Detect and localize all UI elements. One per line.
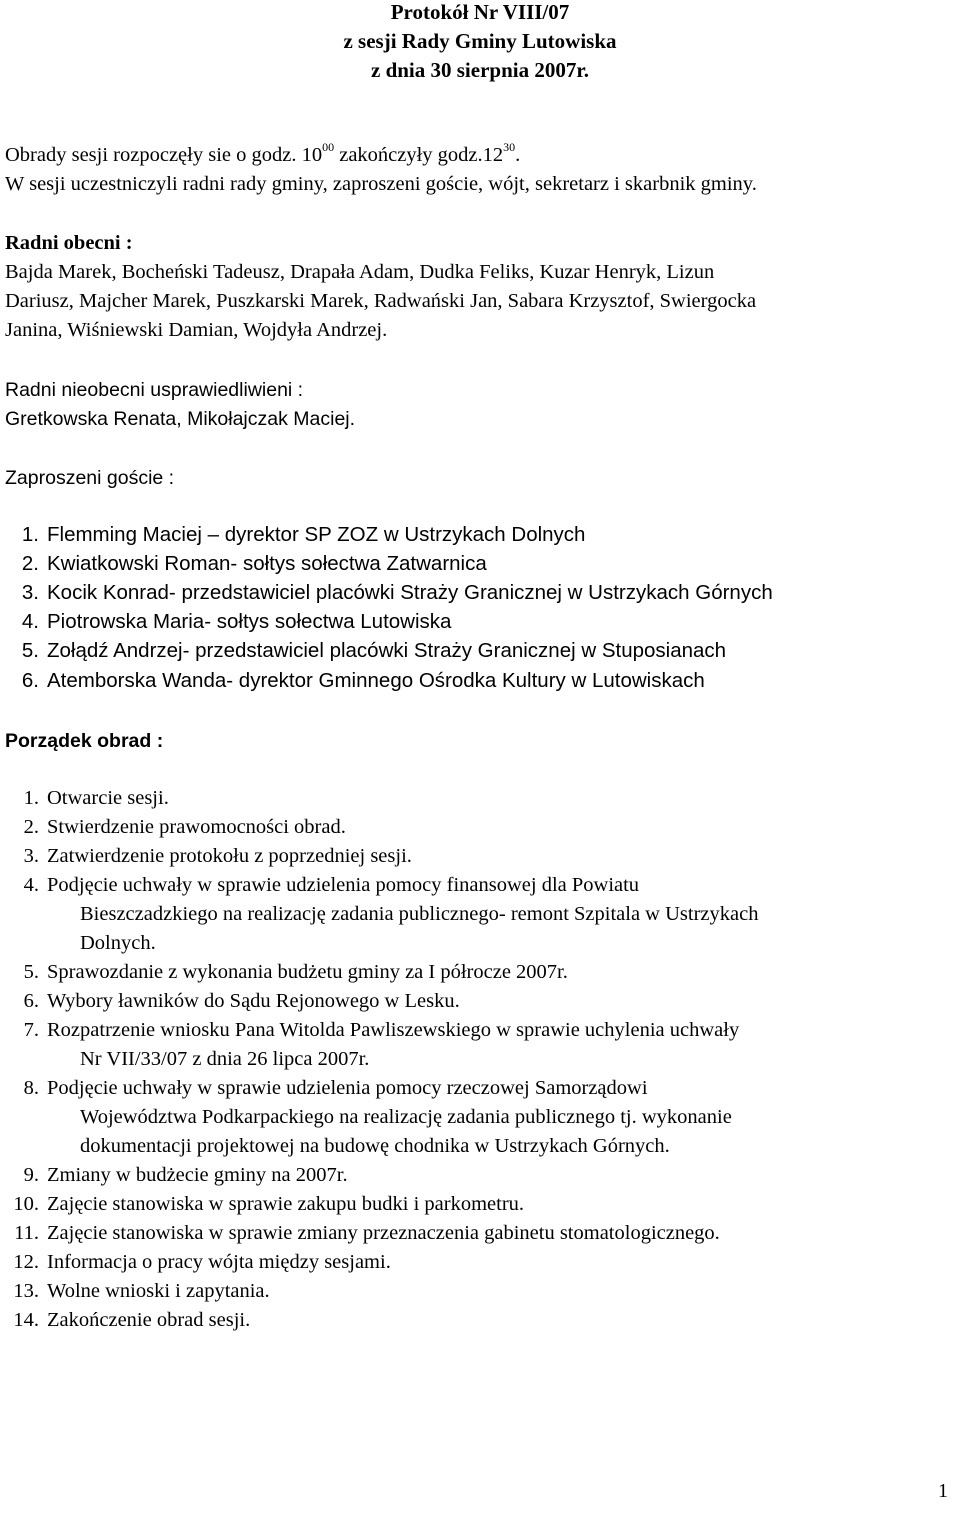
agenda-item [5,987,460,1016]
agenda-text: Zakończenie obrad sesji. [47,1309,251,1331]
agenda-text-continuation: Dolnych. [80,932,156,954]
agenda-text: Podjęcie uchwały w sprawie udzielenia pomocy finansowej dla Powiatu [47,874,640,896]
agenda-heading: Porządek obrad : [5,730,164,752]
agenda-number: 9. [23,1164,39,1186]
agenda-item [5,1016,739,1045]
agenda-item [5,1219,720,1248]
title-line-3: z dnia 30 sierpnia 2007r. [371,58,589,82]
agenda-item [5,784,169,813]
agenda-number: 5. [23,961,39,983]
present-line-2: Dariusz, Majcher Marek, Puszkarski Marek, Radwański Jan, Sabara Krzysztof, Swiergocka [5,290,757,312]
agenda-number: 1. [23,787,39,809]
present-line-1: Bajda Marek, Bocheński Tadeusz, Drapała Adam, Dudka Feliks, Kuzar Henryk, Lizun [5,261,715,283]
agenda-number: 4. [23,874,39,896]
guest-text: Piotrowska Maria- sołtys sołectwa Lutowiska [47,610,452,633]
page-number: 1 [938,1480,948,1502]
agenda-item [5,813,346,842]
agenda-item [5,1074,648,1103]
guest-item [5,608,451,637]
agenda-number: 6. [23,990,39,1012]
agenda-number: 10. [13,1193,39,1215]
agenda-text: Podjęcie uchwały w sprawie udzielenia pomocy rzeczowej Samorządowi [47,1077,648,1099]
agenda-number: 11. [14,1222,39,1244]
guest-text: Zołądź Andrzej- przedstawiciel placówki Straży Granicznej w Stuposianach [47,639,727,662]
agenda-number: 14. [13,1309,39,1331]
guest-item [5,550,487,579]
guest-number: 6. [21,669,39,692]
absent-heading: Radni nieobecni usprawiedliwieni : [5,379,304,401]
guest-item [5,637,726,666]
intro-end-suffix: . [515,144,521,166]
agenda-number: 7. [23,1019,39,1041]
present-heading: Radni obecni : [5,232,133,254]
guest-number: 3. [21,581,39,604]
agenda-text: Zajęcie stanowiska w sprawie zmiany przeznaczenia gabinetu stomatologicznego. [47,1222,720,1244]
agenda-text-continuation: dokumentacji projektowej na budowę chodnika w Ustrzykach Górnych. [80,1135,670,1157]
agenda-item [5,1248,391,1277]
guest-item [5,579,773,608]
agenda-number: 8. [23,1077,39,1099]
agenda-text: Informacja o pracy wójta między sesjami. [47,1251,391,1273]
agenda-text: Sprawozdanie z wykonania budżetu gminy za I półrocze 2007r. [47,961,568,983]
agenda-text: Otwarcie sesji. [47,787,169,809]
agenda-number: 2. [23,816,39,838]
agenda-text: Zatwierdzenie protokołu z poprzedniej sesji. [47,845,412,867]
guest-number: 5. [21,639,39,662]
guest-text: Kwiatkowski Roman- sołtys sołectwa Zatwarnica [47,552,487,575]
agenda-text: Wolne wnioski i zapytania. [47,1280,270,1302]
guest-number: 4. [21,610,39,633]
agenda-text: Rozpatrzenie wniosku Pana Witolda Pawliszewskiego w sprawie uchylenia uchwały [47,1019,740,1041]
agenda-text-continuation: Nr VII/33/07 z dnia 26 lipca 2007r. [80,1048,370,1070]
intro-end-text: zakończyły godz.12 [334,144,504,166]
absent-line: Gretkowska Renata, Mikołajczak Maciej. [5,408,356,430]
agenda-text: Zmiany w budżecie gminy na 2007r. [47,1164,348,1186]
agenda-item [5,842,412,871]
agenda-text: Wybory ławników do Sądu Rejonowego w Lesku. [47,990,460,1012]
guest-item [5,521,585,550]
agenda-number: 3. [23,845,39,867]
intro-end-minutes: 30 [503,140,516,155]
agenda-number: 12. [13,1251,39,1273]
agenda-text: Zajęcie stanowiska w sprawie zakupu budki i parkometru. [47,1193,525,1215]
guests-heading: Zaproszeni goście : [5,467,175,489]
guest-text: Kocik Konrad- przedstawiciel placówki Straży Granicznej w Ustrzykach Górnych [47,581,773,604]
agenda-text-continuation: Bieszczadzkiego na realizację zadania publicznego- remont Szpitala w Ustrzykach [80,903,759,925]
agenda-text: Stwierdzenie prawomocności obrad. [47,816,346,838]
agenda-item [5,958,568,987]
guest-number: 2. [21,552,39,575]
guest-item [5,667,705,696]
intro-participants-line: W sesji uczestniczyli radni rady gminy, zaproszeni goście, wójt, sekretarz i skarbnik gminy. [5,173,757,195]
agenda-text-continuation: Województwa Podkarpackiego na realizację zadania publicznego tj. wykonanie [80,1106,732,1128]
agenda-item [5,1306,250,1335]
agenda-item [5,1161,348,1190]
intro-start-text: Obrady sesji rozpoczęły sie o godz. 10 [5,144,323,166]
present-line-3: Janina, Wiśniewski Damian, Wojdyła Andrzej. [5,319,388,341]
title-line-2: z sesji Rady Gminy Lutowiska [343,29,617,53]
guest-text: Atemborska Wanda- dyrektor Gminnego Ośrodka Kultury w Lutowiskach [47,669,705,692]
title-line-1: Protokół Nr VIII/07 [390,0,570,24]
guest-number: 1. [21,523,39,546]
agenda-item [5,1190,524,1219]
intro-start-minutes: 00 [322,140,335,155]
agenda-number: 13. [13,1280,39,1302]
agenda-item [5,871,639,900]
agenda-item [5,1277,270,1306]
guest-text: Flemming Maciej – dyrektor SP ZOZ w Ustrzykach Dolnych [47,523,586,546]
intro-time-line [5,141,520,169]
